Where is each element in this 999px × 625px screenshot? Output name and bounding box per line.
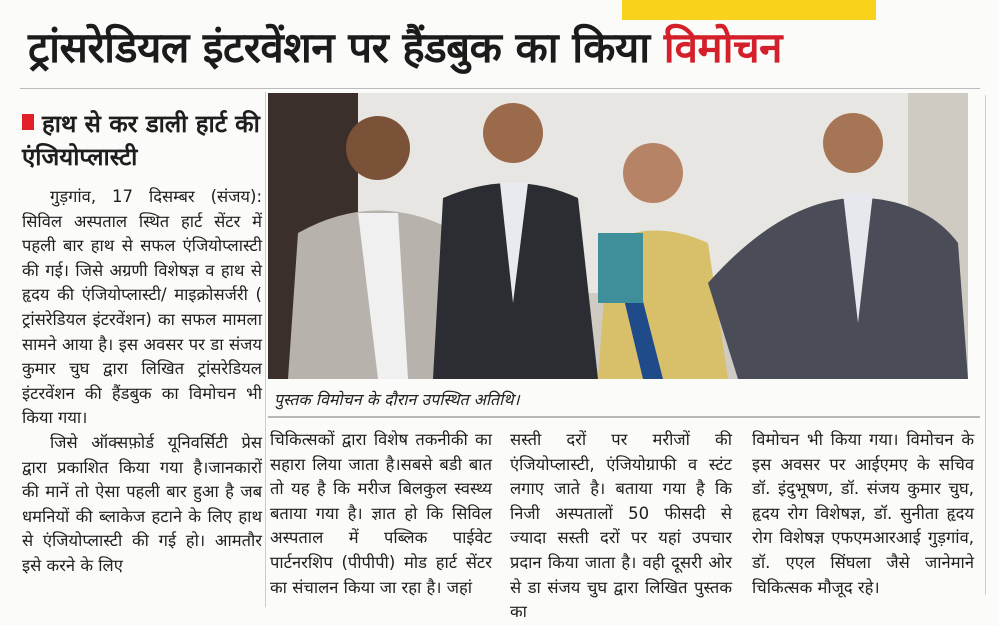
article-column-1 bbox=[22, 185, 262, 579]
bullet-square-icon bbox=[22, 114, 34, 130]
headline bbox=[28, 18, 978, 75]
photo-caption: पुस्तक विमोचन के दौरान उपस्थित अतिथि। bbox=[274, 390, 520, 409]
subheadline bbox=[22, 108, 267, 174]
event-photo bbox=[268, 93, 968, 379]
article-column-2 bbox=[270, 428, 492, 600]
subheadline-text: हाथ से कर डाली हार्ट की एंजियोप्लास्टी bbox=[22, 110, 260, 171]
column-divider bbox=[265, 92, 266, 607]
adjacent-column-edge bbox=[985, 95, 999, 595]
divider bbox=[268, 416, 980, 418]
paragraph: जिसे ऑक्सफ़ोर्ड यूनिवर्सिटी प्रेस द्वारा प्रकाशित किया गया है।जानकारों की मानें तो ऐसा पहली बार हुआ है जब धमनियों की ब्लाकेज हटाने के लिए हाथ से एंजियोप्लास्टी की गई हो। आमतौर इसे करने के लिए bbox=[22, 432, 262, 575]
paragraph: सस्ती दरों पर मरीजों की एंजियोप्लास्टी, एंजियोग्राफी व स्टंट लगाए जाते है। बताया गया है कि निजी अस्पतालों 50 फीसदी से ज्यादा सस्ती दरों पर यहां उपचार प्रदान किया जाता है। वही दूसरी ओर से डा संजय चुघ द्वारा लिखित पुस्तक का bbox=[510, 430, 732, 622]
banner-strip bbox=[622, 0, 876, 20]
paragraph: विमोचन भी किया गया। विमोचन के इस अवसर पर आईएमए के सचिव डॉ. इंदुभूषण, डॉ. संजय कुमार चुघ, हृदय रोग विशेषज्ञ, डॉ. सुनीता हृदय रोग विशेषज्ञ एफएमआरआई गुड़गांव, डॉ. एएल सिंघला जैसे जानेमाने चिकित्सक मौजूद रहे। bbox=[752, 430, 974, 597]
divider bbox=[20, 88, 980, 89]
headline-highlight: विमोचन bbox=[663, 23, 782, 72]
paragraph: चिकित्सकों द्वारा विशेष तकनीकी का सहारा लिया जाता है।सबसे बडी बात तो यह है कि मरीज बिलकुल स्वस्थ्य बताया गया है। ज्ञात हो कि सिविल अस्पताल में पब्लिक पाईवेट पार्टनरशिप (पीपीपी) मोड हार्ट सेंटर का संचालन किया जा रहा है। जहां bbox=[270, 430, 492, 597]
photo-illustration bbox=[268, 93, 968, 379]
headline-text: ट्रांसरेडियल इंटरवेंशन पर हैंडबुक का किया bbox=[28, 23, 664, 72]
paragraph: गुड़गांव, 17 दिसम्बर (संजय): सिविल अस्पताल स्थित हार्ट सेंटर में पहली बार हाथ से सफल एंजियोप्लास्टी की गई। जिसे अग्रणी विशेषज्ञ व हाथ से हृदय की एंजियोप्लास्टी/ माइक्रोसर्जरी ( ट्रांसरेडियल इंटरवेंशन) का सफल मामला सामने आया है। इस अवसर पर डा संजय कुमार चुघ द्वारा लिखित ट्रांसरेडियल इंटरवेंशन की हैंडबुक का विमोचन भी किया गया। bbox=[22, 187, 262, 428]
article-column-4 bbox=[752, 428, 974, 600]
article-column-3 bbox=[510, 428, 732, 625]
